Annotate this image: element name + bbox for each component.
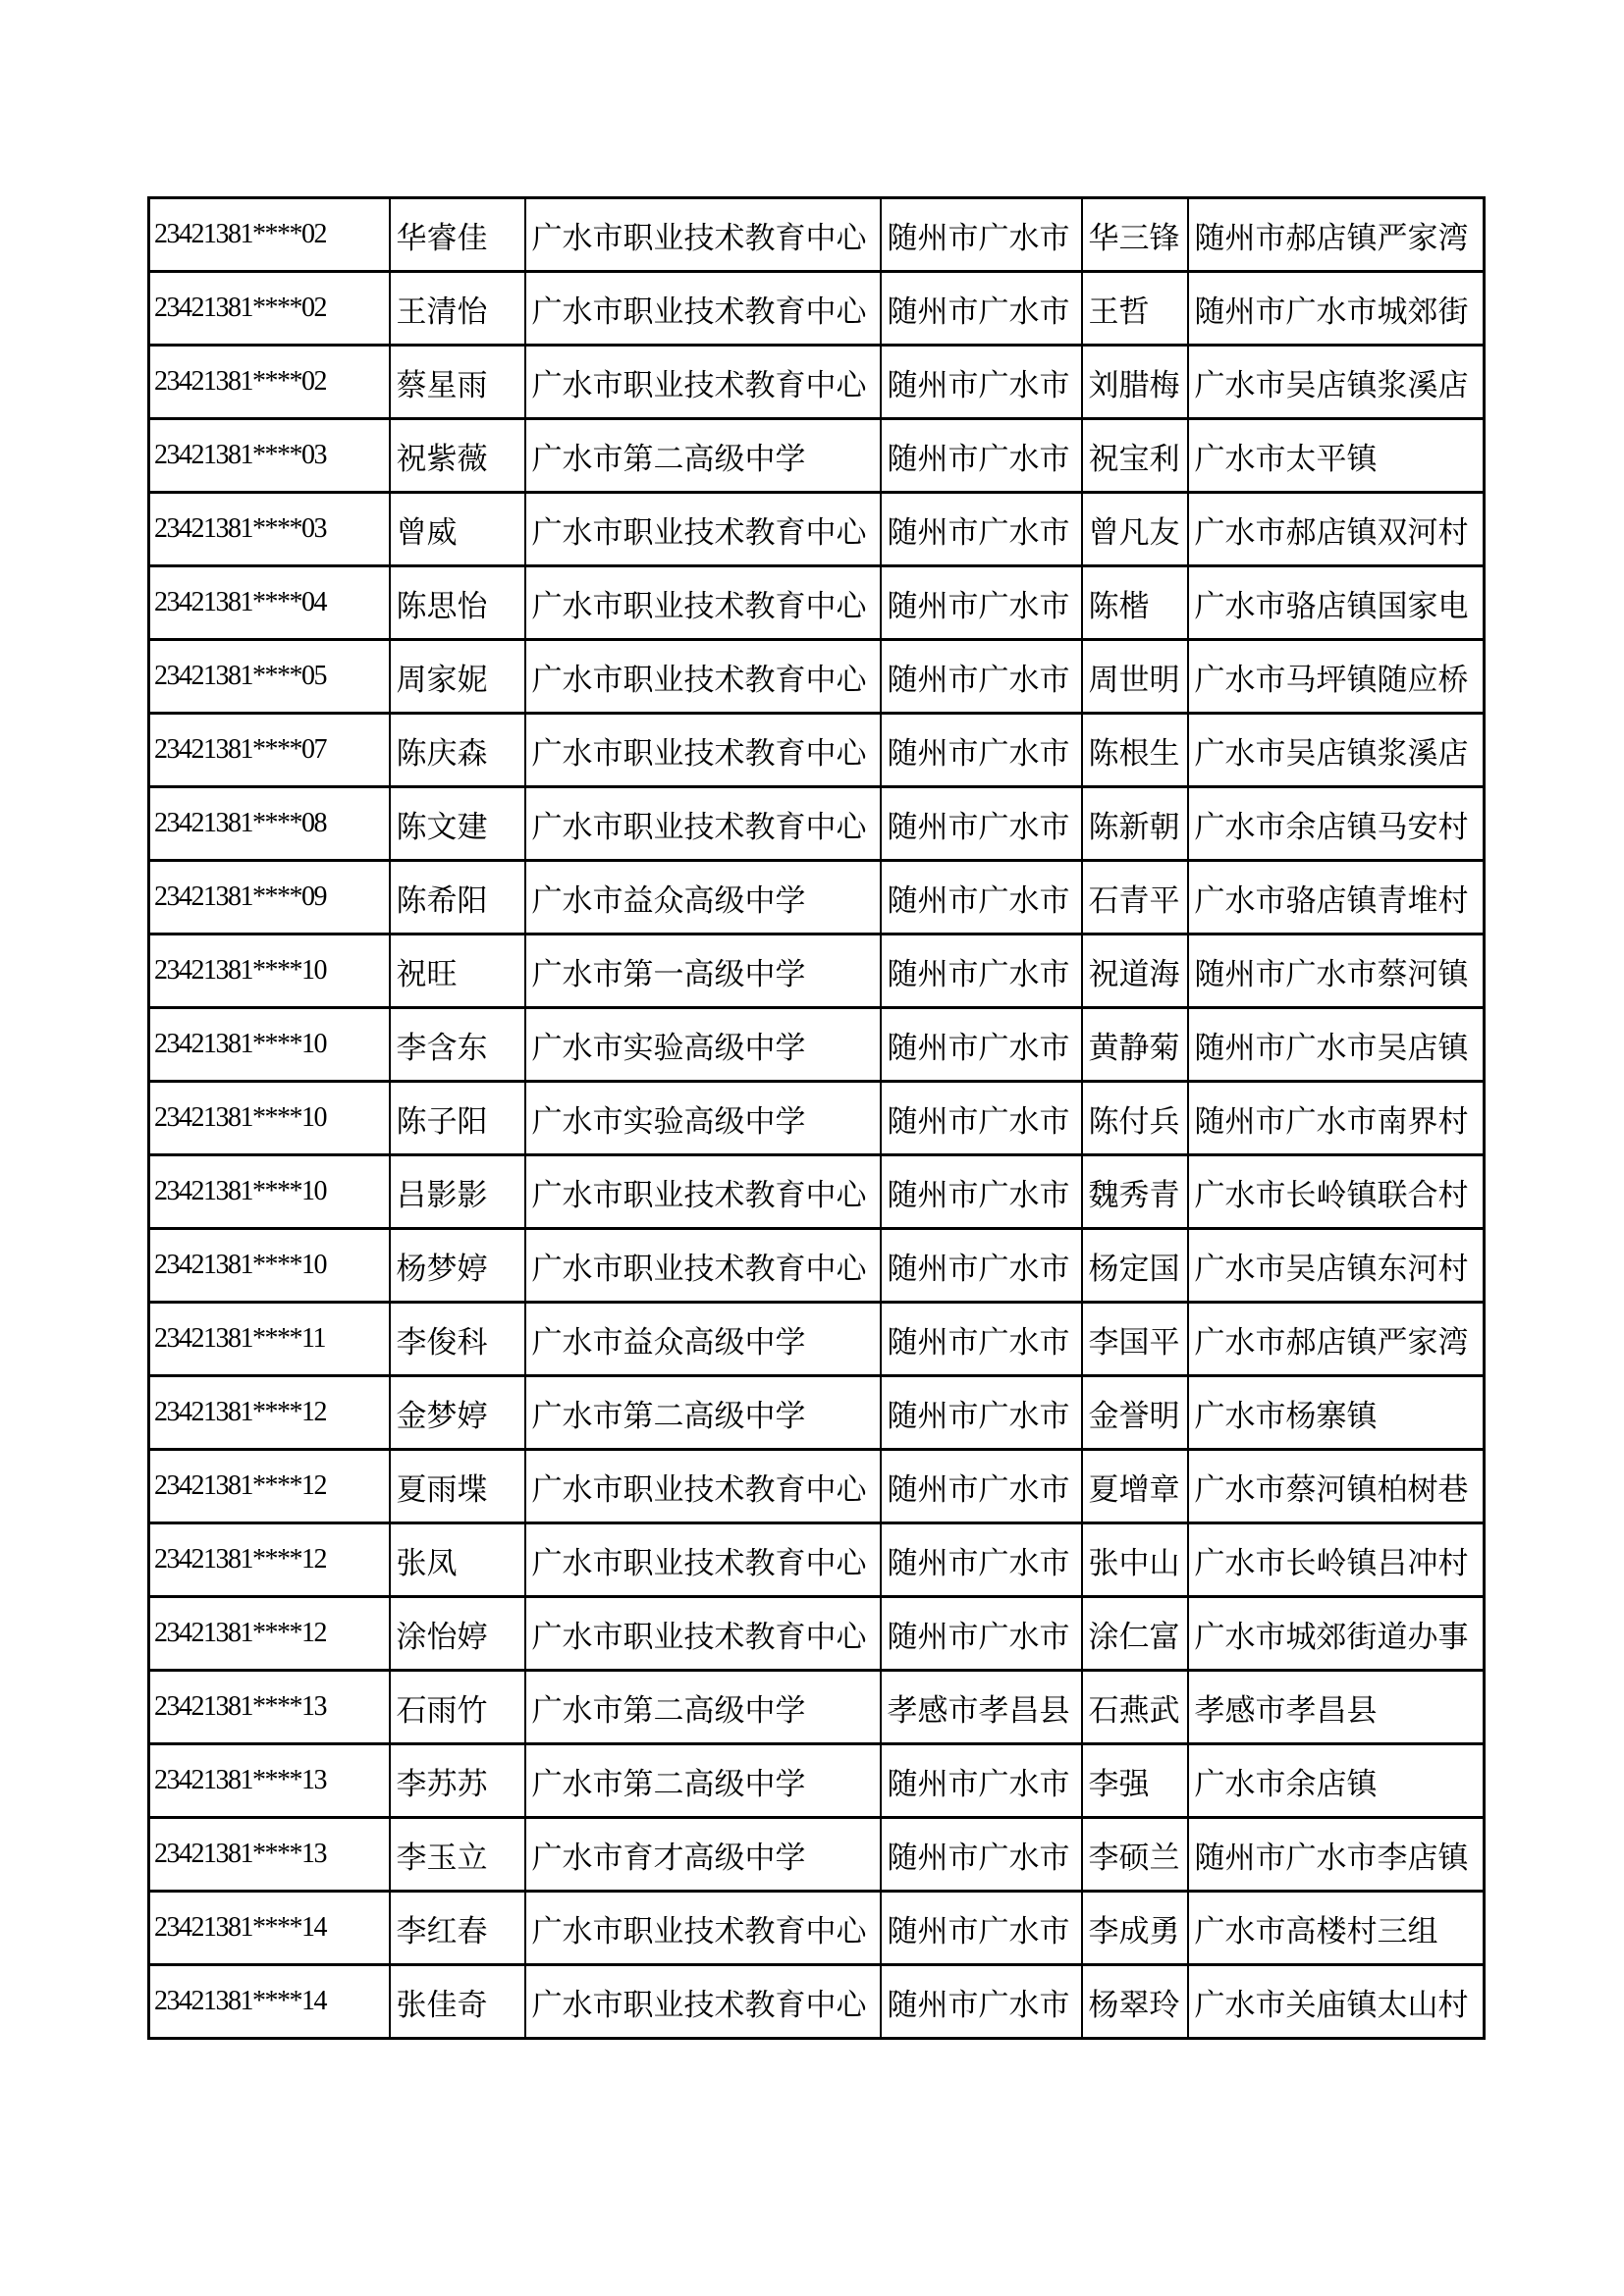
table-row [149, 1155, 1485, 1229]
address-cell: 随州市广水市城郊街 [1188, 272, 1485, 346]
exam-id-cell: 23421381****13 [149, 1744, 390, 1818]
table-row [149, 1892, 1485, 1965]
address-cell: 广水市城郊街道办事 [1188, 1597, 1485, 1671]
region-cell: 随州市广水市 [881, 1818, 1082, 1892]
region-cell: 随州市广水市 [881, 272, 1082, 346]
table-row [149, 1082, 1485, 1155]
exam-id-cell: 23421381****12 [149, 1450, 390, 1523]
region-cell: 随州市广水市 [881, 1892, 1082, 1965]
exam-id-cell: 23421381****10 [149, 1155, 390, 1229]
guardian-name-cell: 陈付兵 [1082, 1082, 1188, 1155]
guardian-name-cell: 杨定国 [1082, 1229, 1188, 1303]
school-cell: 广水市益众高级中学 [525, 861, 881, 934]
region-cell: 随州市广水市 [881, 1008, 1082, 1082]
school-cell: 广水市职业技术教育中心 [525, 1450, 881, 1523]
region-cell: 随州市广水市 [881, 1597, 1082, 1671]
school-cell: 广水市职业技术教育中心 [525, 1523, 881, 1597]
school-cell: 广水市职业技术教育中心 [525, 714, 881, 787]
school-cell: 广水市第二高级中学 [525, 1744, 881, 1818]
student-name-cell: 金梦婷 [390, 1376, 525, 1450]
table-row [149, 714, 1485, 787]
guardian-name-cell: 李国平 [1082, 1303, 1188, 1376]
student-name-cell: 李苏苏 [390, 1744, 525, 1818]
exam-id-cell: 23421381****02 [149, 346, 390, 419]
exam-id-cell: 23421381****02 [149, 198, 390, 272]
school-cell: 广水市职业技术教育中心 [525, 198, 881, 272]
student-name-cell: 李红春 [390, 1892, 525, 1965]
guardian-name-cell: 刘腊梅 [1082, 346, 1188, 419]
address-cell: 孝感市孝昌县 [1188, 1671, 1485, 1744]
table-row [149, 1303, 1485, 1376]
address-cell: 广水市蔡河镇柏树巷 [1188, 1450, 1485, 1523]
guardian-name-cell: 黄静菊 [1082, 1008, 1188, 1082]
guardian-name-cell: 杨翠玲 [1082, 1965, 1188, 2039]
address-cell: 广水市杨寨镇 [1188, 1376, 1485, 1450]
exam-id-cell: 23421381****12 [149, 1376, 390, 1450]
school-cell: 广水市职业技术教育中心 [525, 493, 881, 566]
address-cell: 广水市长岭镇吕冲村 [1188, 1523, 1485, 1597]
table-row [149, 1597, 1485, 1671]
school-cell: 广水市第二高级中学 [525, 419, 881, 493]
region-cell: 随州市广水市 [881, 714, 1082, 787]
student-name-cell: 李玉立 [390, 1818, 525, 1892]
table-row [149, 1229, 1485, 1303]
table-row [149, 1523, 1485, 1597]
school-cell: 广水市职业技术教育中心 [525, 1597, 881, 1671]
region-cell: 孝感市孝昌县 [881, 1671, 1082, 1744]
table-row [149, 934, 1485, 1008]
table-row [149, 640, 1485, 714]
student-name-cell: 曾威 [390, 493, 525, 566]
address-cell: 广水市关庙镇太山村 [1188, 1965, 1485, 2039]
address-cell: 随州市广水市南界村 [1188, 1082, 1485, 1155]
table-row [149, 198, 1485, 272]
school-cell: 广水市育才高级中学 [525, 1818, 881, 1892]
guardian-name-cell: 魏秀青 [1082, 1155, 1188, 1229]
student-name-cell: 蔡星雨 [390, 346, 525, 419]
address-cell: 广水市吴店镇浆溪店 [1188, 714, 1485, 787]
exam-id-cell: 23421381****10 [149, 1008, 390, 1082]
guardian-name-cell: 石青平 [1082, 861, 1188, 934]
table-row [149, 566, 1485, 640]
table-row [149, 419, 1485, 493]
region-cell: 随州市广水市 [881, 566, 1082, 640]
table-row [149, 1965, 1485, 2039]
guardian-name-cell: 张中山 [1082, 1523, 1188, 1597]
student-name-cell: 李含东 [390, 1008, 525, 1082]
address-cell: 广水市郝店镇严家湾 [1188, 1303, 1485, 1376]
exam-id-cell: 23421381****10 [149, 1229, 390, 1303]
address-cell: 广水市吴店镇浆溪店 [1188, 346, 1485, 419]
guardian-name-cell: 周世明 [1082, 640, 1188, 714]
student-name-cell: 陈文建 [390, 787, 525, 861]
table-row [149, 1450, 1485, 1523]
guardian-name-cell: 曾凡友 [1082, 493, 1188, 566]
guardian-name-cell: 祝宝利 [1082, 419, 1188, 493]
address-cell: 广水市太平镇 [1188, 419, 1485, 493]
exam-id-cell: 23421381****04 [149, 566, 390, 640]
guardian-name-cell: 李硕兰 [1082, 1818, 1188, 1892]
school-cell: 广水市职业技术教育中心 [525, 272, 881, 346]
exam-id-cell: 23421381****02 [149, 272, 390, 346]
region-cell: 随州市广水市 [881, 787, 1082, 861]
region-cell: 随州市广水市 [881, 198, 1082, 272]
exam-id-cell: 23421381****08 [149, 787, 390, 861]
school-cell: 广水市第二高级中学 [525, 1376, 881, 1450]
student-name-cell: 李俊科 [390, 1303, 525, 1376]
guardian-name-cell: 李强 [1082, 1744, 1188, 1818]
guardian-name-cell: 华三锋 [1082, 198, 1188, 272]
school-cell: 广水市第二高级中学 [525, 1671, 881, 1744]
address-cell: 广水市骆店镇青堆村 [1188, 861, 1485, 934]
address-cell: 随州市广水市李店镇 [1188, 1818, 1485, 1892]
region-cell: 随州市广水市 [881, 1744, 1082, 1818]
student-name-cell: 张凤 [390, 1523, 525, 1597]
exam-id-cell: 23421381****09 [149, 861, 390, 934]
table-row [149, 272, 1485, 346]
school-cell: 广水市实验高级中学 [525, 1008, 881, 1082]
region-cell: 随州市广水市 [881, 346, 1082, 419]
guardian-name-cell: 夏增章 [1082, 1450, 1188, 1523]
region-cell: 随州市广水市 [881, 1450, 1082, 1523]
school-cell: 广水市益众高级中学 [525, 1303, 881, 1376]
table-row [149, 1008, 1485, 1082]
address-cell: 广水市长岭镇联合村 [1188, 1155, 1485, 1229]
table-row [149, 1671, 1485, 1744]
table-row [149, 1744, 1485, 1818]
school-cell: 广水市职业技术教育中心 [525, 1155, 881, 1229]
guardian-name-cell: 陈根生 [1082, 714, 1188, 787]
region-cell: 随州市广水市 [881, 1376, 1082, 1450]
school-cell: 广水市第一高级中学 [525, 934, 881, 1008]
student-table [147, 196, 1486, 2040]
region-cell: 随州市广水市 [881, 493, 1082, 566]
table-row [149, 1818, 1485, 1892]
address-cell: 随州市广水市吴店镇 [1188, 1008, 1485, 1082]
student-name-cell: 夏雨堞 [390, 1450, 525, 1523]
table-body [149, 198, 1485, 2039]
address-cell: 广水市骆店镇国家电 [1188, 566, 1485, 640]
guardian-name-cell: 石燕武 [1082, 1671, 1188, 1744]
region-cell: 随州市广水市 [881, 1303, 1082, 1376]
student-name-cell: 祝紫薇 [390, 419, 525, 493]
exam-id-cell: 23421381****10 [149, 934, 390, 1008]
address-cell: 广水市高楼村三组 [1188, 1892, 1485, 1965]
region-cell: 随州市广水市 [881, 419, 1082, 493]
school-cell: 广水市职业技术教育中心 [525, 787, 881, 861]
school-cell: 广水市职业技术教育中心 [525, 1229, 881, 1303]
region-cell: 随州市广水市 [881, 1155, 1082, 1229]
region-cell: 随州市广水市 [881, 1229, 1082, 1303]
student-name-cell: 杨梦婷 [390, 1229, 525, 1303]
exam-id-cell: 23421381****14 [149, 1892, 390, 1965]
student-name-cell: 涂怡婷 [390, 1597, 525, 1671]
address-cell: 广水市余店镇马安村 [1188, 787, 1485, 861]
student-name-cell: 石雨竹 [390, 1671, 525, 1744]
exam-id-cell: 23421381****12 [149, 1523, 390, 1597]
exam-id-cell: 23421381****10 [149, 1082, 390, 1155]
address-cell: 随州市广水市蔡河镇 [1188, 934, 1485, 1008]
exam-id-cell: 23421381****05 [149, 640, 390, 714]
school-cell: 广水市职业技术教育中心 [525, 566, 881, 640]
guardian-name-cell: 王哲 [1082, 272, 1188, 346]
address-cell: 广水市余店镇 [1188, 1744, 1485, 1818]
school-cell: 广水市职业技术教育中心 [525, 640, 881, 714]
exam-id-cell: 23421381****13 [149, 1671, 390, 1744]
region-cell: 随州市广水市 [881, 1523, 1082, 1597]
guardian-name-cell: 涂仁富 [1082, 1597, 1188, 1671]
region-cell: 随州市广水市 [881, 1082, 1082, 1155]
guardian-name-cell: 金誉明 [1082, 1376, 1188, 1450]
student-name-cell: 周家妮 [390, 640, 525, 714]
student-name-cell: 吕影影 [390, 1155, 525, 1229]
guardian-name-cell: 李成勇 [1082, 1892, 1188, 1965]
student-name-cell: 陈思怡 [390, 566, 525, 640]
school-cell: 广水市职业技术教育中心 [525, 346, 881, 419]
address-cell: 广水市吴店镇东河村 [1188, 1229, 1485, 1303]
exam-id-cell: 23421381****03 [149, 493, 390, 566]
exam-id-cell: 23421381****14 [149, 1965, 390, 2039]
address-cell: 随州市郝店镇严家湾 [1188, 198, 1485, 272]
region-cell: 随州市广水市 [881, 861, 1082, 934]
exam-id-cell: 23421381****03 [149, 419, 390, 493]
table-row [149, 861, 1485, 934]
school-cell: 广水市职业技术教育中心 [525, 1892, 881, 1965]
exam-id-cell: 23421381****07 [149, 714, 390, 787]
region-cell: 随州市广水市 [881, 934, 1082, 1008]
guardian-name-cell: 陈新朝 [1082, 787, 1188, 861]
student-name-cell: 陈子阳 [390, 1082, 525, 1155]
school-cell: 广水市实验高级中学 [525, 1082, 881, 1155]
exam-id-cell: 23421381****13 [149, 1818, 390, 1892]
address-cell: 广水市郝店镇双河村 [1188, 493, 1485, 566]
table-row [149, 346, 1485, 419]
student-name-cell: 华睿佳 [390, 198, 525, 272]
exam-id-cell: 23421381****12 [149, 1597, 390, 1671]
table-row [149, 1376, 1485, 1450]
guardian-name-cell: 陈楷 [1082, 566, 1188, 640]
school-cell: 广水市职业技术教育中心 [525, 1965, 881, 2039]
table-row [149, 493, 1485, 566]
student-name-cell: 陈希阳 [390, 861, 525, 934]
student-name-cell: 张佳奇 [390, 1965, 525, 2039]
exam-id-cell: 23421381****11 [149, 1303, 390, 1376]
student-name-cell: 祝旺 [390, 934, 525, 1008]
student-name-cell: 陈庆森 [390, 714, 525, 787]
guardian-name-cell: 祝道海 [1082, 934, 1188, 1008]
address-cell: 广水市马坪镇随应桥 [1188, 640, 1485, 714]
region-cell: 随州市广水市 [881, 1965, 1082, 2039]
student-name-cell: 王清怡 [390, 272, 525, 346]
table-row [149, 787, 1485, 861]
region-cell: 随州市广水市 [881, 640, 1082, 714]
